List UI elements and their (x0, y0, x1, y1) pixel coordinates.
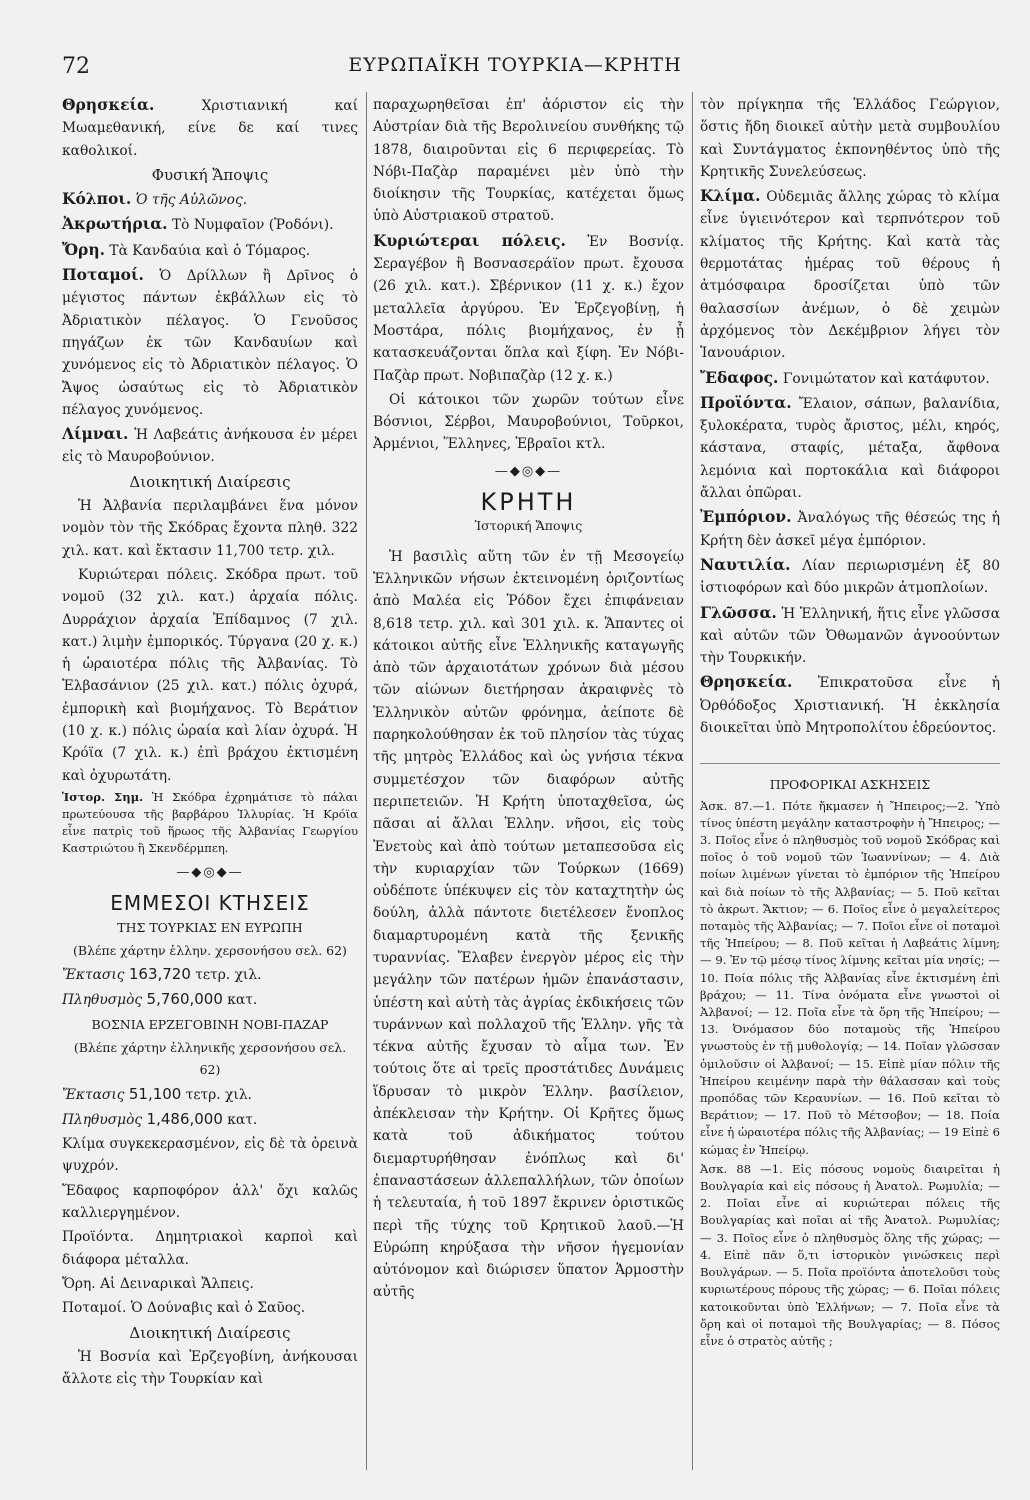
paragraph-gulfs: Κόλποι. Ὁ τῆς Αὐλῶνος. (62, 189, 248, 209)
paragraph-bosnia-admin: Ἡ Βοσνία καὶ Ἐρζεγοβίνη, ἀνήκουσαι ἄλλοτε εἰς τὴν Τουρκίαν καὶ (62, 1348, 358, 1388)
ornament-divider: —◆◎◆— (176, 864, 244, 880)
paragraph-crete-history: Ἡ βασιλὶς αὕτη τῶν ἐν τῇ Μεσογείῳ Ἑλληνικῶν νήσων ἐκτεινομένη ὁριζοντίως ἀπὸ Μαλέα εἰς Ῥόδον ἔχει ἐπιφάνειαν 8,618 τετρ. χιλ. καὶ 301 χιλ. κ. Ἅπαντες οἱ κάτοικοι αὐτῆς εἶνε Ἑλληνικῆς καταγωγῆς ἀπὸ τῶν ἀρχαιοτάτων χρόνων διὰ μέσου τῶν αἰώνων διετήρησαν ἀκραιφνὲς τὸ Ἑλληνικὸν αὐτῶν φρόνημα, ἀείποτε δὲ παρηκολούθησαν ἐκ τοῦ πλησίον τὰς τύχας τῆς μητρὸς Ἑλλάδος καὶ ὡς γνήσια τέκνα συμμετέσχον τῶν διαφόρων αὐτῆς περιπετειῶν. Ἡ Κρήτη ὑποταχθεῖσα, ὡς πᾶσαι αἱ ἄλλαι Ἑλλην. νῆσοι, εἰς τοὺς Ἐνετοὺς καὶ ἀπὸ τούτων μεταπεσοῦσα εἰς τὴν κυριαρχίαν τῶν Τούρκων (1669) οὐδέποτε ὑπέκυψεν εἰς τὸν καταχτητὴν ὡς δούλη, ἀλλὰ πάντοτε διετέλεσεν ἔνοπλος διαμαρτυρομένη κατὰ τῆς ξενικῆς τυραννίας. Ἔλαβεν ἐνεργὸν μέρος εἰς τὴν μεγάλην τῶν πατέρων ἡμῶν ἐπανάστασιν, ὑπέστη καὶ αὐτὴ τὰς ἀγρίας ἐκδικήσεις τῶν τυράννων καὶ πολλαχοῦ τῆς Ἑλλην. γῆς τὰ τέκνα αὐτῆς ἔχυσαν τὸ αἷμα των. Ἐν τούτοις ὅτε αἱ τρεῖς προστάτιδες Δυνάμεις ἵδρυσαν τὸ μικρὸν Ἑλλην. βασίλειον, ἀπέκλεισαν τὴν Κρήτην. Οἱ Κρῆτες ὅμως κατὰ τοῦ ἀδικήματος τούτου διεμαρτυρήθησαν ἐνόπλως καὶ δι' ἐπαναστάσεων ἀλλεπαλλήλων, τῶν ὁποίων ἡ τελευταία, ἡ τοῦ 1897 ἔκρινεν ὁριστικῶς περὶ τῆς τύχης τοῦ Κρητικοῦ λαοῦ.—Ἡ Εὐρώπη κηρύξασα τὴν νῆσον ἡγεμονίαν αὐτόνομον καὶ διώρισεν ὕπατον Ἁρμοστὴν αὐτῆς (373, 548, 684, 1301)
paragraph-albania-admin: Ἡ Ἀλβανία περιλαμβάνει ἕνα μόνον νομὸν τὸν τῆς Σκόδρας ἔχοντα πληθ. 322 χιλ. κατ. καὶ ἔκτασιν 11,700 τετρ. χιλ. (62, 498, 358, 559)
paragraph-mountains: Ὄρη. Τὰ Κανδαύια καὶ ὁ Τόμαρος. (62, 239, 311, 259)
ornament-divider-2: —◆◎◆— (494, 463, 563, 479)
column-3 (700, 94, 1000, 1352)
section-admin-2: Διοικητική Διαίρεσις (129, 1323, 291, 1342)
paragraph-soil: Ἔδαφος. Γονιμώτατον καὶ κατάφυτον. (700, 367, 990, 387)
area-line: Ἔκτασις 163,720 τετρ. χιλ. (62, 965, 262, 984)
see-map-note-2: (Βλέπε χάρτην ἑλληνικῆς χερσονήσου σελ. 62) (73, 1039, 347, 1078)
title-indirect-possessions: ΕΜΜΕΣΟΙ ΚΤΗΣΕΙΣ (110, 891, 310, 916)
column-2 (373, 94, 684, 1306)
paragraph-rivers: Ποταμοί. Ὁ Δρίλλων ἢ Δρῖνος ὁ μέγιστος πάντων ἐκβάλλων εἰς τὸ Ἀδριατικὸν πέλαγος. Ὁ Γενοῦσος πηγάζων ἐκ τῶν Κανδαυίων καὶ χυνόμενος εἰς τὸ Ἀδριατικὸν πέλαγος. Ὁ Ἄψος ὡσαύτως εἰς τὸ Ἀδριατικὸν πέλαγος χυνόμενος. (62, 265, 358, 418)
subtitle-turkey-europe: ΤΗΣ ΤΟΥΡΚΙΑΣ ΕΝ ΕΥΡΩΠΗ (117, 919, 303, 935)
bosnia-products: Προϊόντα. Δημητριακοὶ καρποὶ καὶ διάφορα μέταλλα. (62, 1229, 358, 1268)
paragraph-main-cities: Κυριώτεραι πόλεις. Ἐν Βοσνίᾳ. Σεραγέβον ἢ Βοσνασεράϊον πρωτ. ἔχουσα (26 χιλ. κατ.). Σβέρνικον (11 χ. κ.) ἔχον μεταλλεῖα ἀργύρου. Ἐν Ἐρζεγοβίνῃ, ἡ Μοστάρα, πόλις βιομήχανος, ἐν ᾗ κατασκευάζονται ὅπλα καὶ ξίφη. Ἐν Νόβι-Παζὰρ πρωτ. Νοβιπαζὰρ (12 χ. κ.) (373, 230, 685, 384)
paragraph-albania-cities: Κυριώτεραι πόλεις. Σκόδρα πρωτ. τοῦ νομοῦ (32 χιλ. κατ.) ἀρχαία πόλις. Δυρράχιον ἀρχαία Ἐπίδαμνος (7 χιλ. κατ.) λιμὴν ἐμπορικός. Τύργανα (20 χ. κ.) ἡ ὡραιοτέρα πόλις τῆς Ἀλβανίας. Τὸ Ἐλβασάνιον (25 χιλ. κατ.) πόλις ὀχυρά, ἐμπορικὴ καὶ βιομήχανος. Τὸ Βεράτιον (10 χ. κ.) πόλις ὡραία καὶ λίαν ὀχυρά. Ἡ Κρόϊα (7 χιλ. κ.) ἐπὶ βράχου ἐκτισμένη καὶ ὀχυρωτάτη. (62, 566, 358, 784)
bosnia-soil: Ἔδαφος καρποφόρον ἀλλ' ὄχι καλῶς καλλιεργημένον. (62, 1182, 358, 1222)
column-rule-left (366, 92, 367, 1470)
page-header (0, 52, 1030, 82)
paragraph-lakes: Λίμναι. Ἡ Λαβεάτις ἀνήκουσα ἐν μέρει εἰς τὸ Μαυροβούνιον. (62, 424, 358, 466)
subtitle-historical: Ἱστορική Ἄποψις (474, 518, 583, 534)
population-line: Πληθυσμὸς 5,760,000 κατ. (62, 990, 258, 1009)
bosnia-area-line: Ἔκτασις 51,100 τετρ. χιλ. (62, 1084, 252, 1103)
paragraph-bosnia-continued: παραχωρηθεῖσαι ἐπ' ἀόριστον εἰς τὴν Αὐστρίαν διὰ τῆς Βερολινείου συνθήκης τῷ 1878, διαιροῦνται εἰς 6 περιφερείας. Τὸ Νόβι-Παζὰρ παραμένει μὲν ὑπὸ τὴν διοίκησιν τῆς Τουρκίας, κατέχεται ὅμως ὑπὸ Αὐστριακοῦ στρατοῦ. (373, 97, 684, 225)
paragraph-religion-crete: Θρησκεία. Ἐπικρατοῦσα εἶνε ἡ Ὀρθόδοξος Χριστιανική. Ἡ ἐκκλησία διοικεῖται ὑπὸ Μητροπολίτου ἑδρεύοντος. (700, 672, 1000, 737)
bosnia-rivers: Ποταμοί. Ὁ Δούναβις καὶ ὁ Σαῦος. (62, 1300, 306, 1317)
historical-note: Ἱστορ. Σημ. Ἡ Σκόδρα ἐχρημάτισε τὸ πάλαι πρωτεύουσα τῆς βαρβάρου Ἰλλυρίας. Ἡ Κρόϊα εἶνε πατρὶς τοῦ ἥρωος τῆς Ἀλβανίας Γεωργίου Καστριώτου ἢ Σκενδέρμπεη. (62, 789, 358, 855)
paragraph-religion: Θρησκεία. Χριστιανική καί Μωαμεθανική, είνε δε καί τινες καθολικοί. (62, 95, 358, 159)
see-map-note-1: (Βλέπε χάρτην ἑλλην. χερσονήσου σελ. 62) (73, 942, 347, 958)
bosnia-mountains: Ὄρη. Αἱ Δειναρικαὶ Ἄλπεις. (62, 1275, 254, 1292)
column-rule-right (692, 92, 693, 1470)
paragraph-products: Προϊόντα. Ἔλαιον, σάπων, βαλανίδια, ξυλοκέρατα, τυρὸς ἄριστος, μέλι, κηρός, κάστανα, σταφίς, μέταξα, ἄφθονα λεμόνια καὶ πορτοκάλια καὶ διάφοροι ἄλλαι ὀπῶραι. (700, 392, 1000, 502)
paragraph-shipping: Ναυτιλία. Λίαν περιωρισμένη ἐξ 80 ἱστιοφόρων καὶ δύο μικρῶν ἀτμοπλοίων. (700, 554, 1000, 597)
title-crete: ΚΡΗΤΗ (480, 488, 577, 517)
bosnia-climate: Κλίμα συγκεκερασμένον, εἰς δὲ τὰ ὀρεινὰ ψυχρόν. (62, 1136, 358, 1175)
paragraph-crete-prince: τὸν πρίγκηπα τῆς Ἑλλάδος Γεώργιον, ὅστις ἤδη διοικεῖ αὐτὴν μετὰ συμβουλίου καὶ Συντάγματος ἐκπονηθέντος ὑπὸ τῆς Κρητικῆς Συνελεύσεως. (700, 97, 1000, 180)
bosnia-population-line: Πληθυσμὸς 1,486,000 κατ. (62, 1109, 258, 1128)
paragraph-climate: Κλίμα. Οὐδεμιᾶς ἄλλης χώρας τὸ κλίμα εἶνε ὑγιεινότερον καὶ τερπνότερον τοῦ κλίματος τῆς Κρήτης. Καὶ κατὰ τὰς θερμοτάτας ἡμέρας τοῦ θέρους ἡ ἀτμόσφαιρα δροσίζεται ὑπὸ τῶν θαλασσίων ἀνέμων, ὁ δὲ χειμὼν ἀρχόμενος τὸν Δεκέμβριον λήγει τὸν Ἰανουάριον. (700, 186, 1000, 362)
section-admin: Διοικητική Διαίρεσις (129, 472, 291, 491)
exercises-title: ΠΡΟΦΟΡΙΚΑΙ ΑΣΚΗΣΕΙΣ (769, 777, 931, 793)
bosnia-title: ΒΟΣΝΙΑ ΕΡΖΕΓΟΒΙΝΗ ΝΟΒΙ-ΠΑΖΑΡ (91, 1016, 329, 1032)
exercises-rule (700, 763, 1000, 764)
section-physical: Φυσική Ἄποψις (151, 165, 269, 184)
exercise-88: Ἀσκ. 88 —1. Εἰς πόσους νομοὺς διαιρεῖται ἡ Βουλγαρία καὶ εἰς πόσους ἡ Ἀνατολ. Ρωμυλία; —2. Ποῖαι εἶνε αἱ κυριώτεραι πόλεις τῆς Βουλγαρίας καὶ ποῖαι αἱ τῆς Ἀνατολ. Ρωμυλίας; — 3. Ποῖος εἶνε ὁ πληθυσμὸς ὅλης τῆς χώρας; — 4. Εἰπὲ πᾶν ὅ,τι ἱστορικὸν γινώσκεις περὶ Βουλγάρων. — 5. Ποῖα προϊόντα ἀποτελοῦσι τοὺς κυριωτέρους πόρους τῆς χώρας; — 6. Ποῖαι πόλεις κατοικοῦνται ὑπὸ Ἑλλήνων; — 7. Ποῖα εἶνε τὰ ὄρη καὶ οἱ ποταμοὶ τῆς Βουλγαρίας; — 8. Πόσος εἶνε ὁ στρατὸς αὐτῆς ; (700, 1161, 1000, 1348)
page-number: 72 (62, 54, 90, 79)
exercise-87: Ἀσκ. 87.—1. Πότε ἤκμασεν ἡ Ἤπειρος;—2. Ὑπὸ τίνος ὑπέστη μεγάλην καταστροφὴν ἡ Ἤπειρος; — 3. Ποῖος εἶνε ὁ πληθυσμὸς τοῦ νομοῦ Σκόδρας καὶ ποῖος ὁ τοῦ νομοῦ τῶν Ἰωαννίνων; — 4. Διὰ ποίων λιμένων γίνεται τὸ ἐμπόριον τῆς Ἠπείρου καὶ διὰ ποίων τὸ τῆς Ἀλβανίας; — 5. Ποῦ κεῖται τὸ ἀκρωτ. Ἄκτιον; — 6. Ποῖος εἶνε ὁ μεγαλείτερος ποταμὸς τῆς Ἀλβανίας; — 7. Ποῖοι εἶνε οἱ ποταμοὶ τῆς Ἠπείρου; — 8. Ποῦ κεῖται ἡ Λαβεάτις λίμνη; — 9. Ἐν τῷ μέσῳ τίνος λίμνης κεῖται μία νησίς; — 10. Ποία πόλις τῆς Ἀλβανίας εἶνε ἐκτισμένη ἐπὶ βράχου; — 11. Τίνα ὀνόματα εἶνε γνωστοὶ οἱ Ἀλβανοί; — 12. Ποῖα εἶνε τὰ ὄρη τῆς Ἠπείρου; — 13. Ὀνόμασον δύο ποταμοὺς τῆς Ἠπείρου γνωστοὺς ἐν τῇ μυθολογίᾳ; — 14. Ποῖαν γλῶσσαν ὁμιλοῦσιν οἱ Ἀλβανοί; — 15. Εἰπὲ μίαν πόλιν τῆς Ἠπείρου κειμένην παρὰ τὴν θάλασσαν καὶ τοὺς προπόδας τῶν Κεραυνίων. — 16. Ποῦ κεῖται τὸ Βεράτιον; — 17. Ποῦ τὸ Μέτσοβον; — 18. Ποία εἶνε ἡ ὡραιοτέρα πόλις τῆς Ἀλβανίας; — 19 Εἰπὲ 6 κώμας ἐν Ἠπείρῳ. (700, 798, 1000, 1157)
paragraph-inhabitants: Οἱ κάτοικοι τῶν χωρῶν τούτων εἶνε Βόσνιοι, Σέρβοι, Μαυροβούνιοι, Τοῦρκοι, Ἀρμένιοι, Ἕλληνες, Ἑβραῖοι κτλ. (373, 391, 684, 453)
column-1 (62, 94, 358, 1392)
paragraph-commerce: Ἐμπόριον. Ἀναλόγως τῆς θέσεώς της ἡ Κρήτη δὲν ἀσκεῖ μέγα ἐμπόριον. (700, 507, 1000, 549)
paragraph-language: Γλῶσσα. Ἡ Ἑλληνική, ἥτις εἶνε γλῶσσα καὶ αὐτῶν τῶν Ὀθωμανῶν ἀγνοούντων τὴν Τουρκικήν. (700, 602, 1001, 667)
running-title: ΕΥΡΩΠΑΪΚΗ ΤΟΥΡΚΙΑ—ΚΡΗΤΗ (348, 54, 682, 76)
paragraph-capes: Ἀκρωτήρια. Τὸ Νυμφαῖον (Ῥοδόνι). (62, 214, 334, 234)
